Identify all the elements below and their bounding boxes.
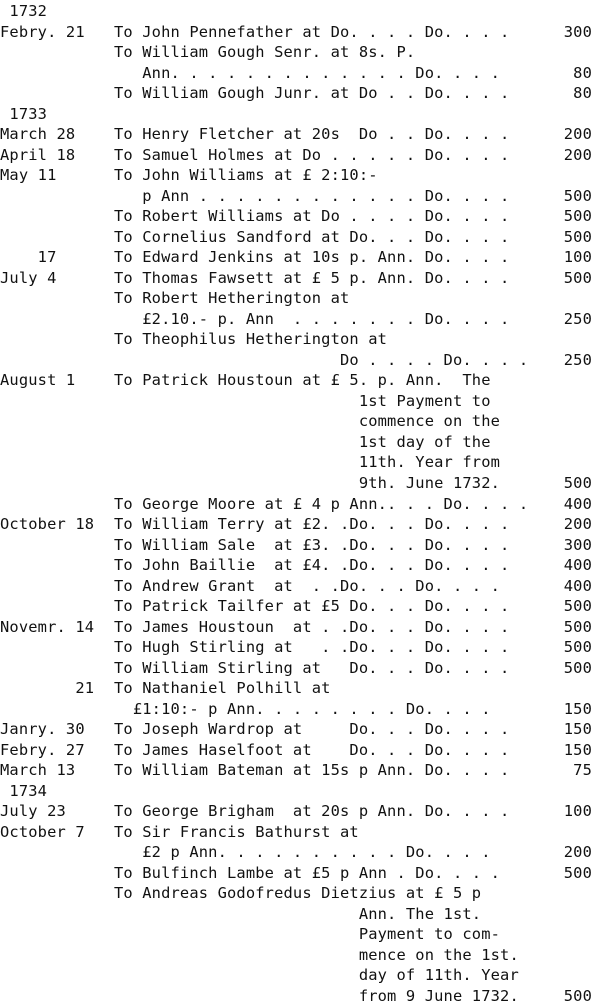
ledger-line — [0, 883, 593, 903]
entry-date: March 28 — [0, 125, 76, 144]
ledger-line — [0, 658, 593, 678]
entry-amount: 500 — [563, 597, 592, 616]
entry-text: p Ann . . . . . . . . . . . . Do. . . . — [114, 186, 510, 205]
ledger-line — [0, 145, 593, 165]
entry-text: £1:10:- p Ann. . . . . . . . Do. . . . — [114, 699, 491, 718]
ledger-line — [0, 1, 593, 21]
entry-amount: 500 — [563, 227, 592, 246]
entry-text: To Thomas Fawsett at £ 5 p. Ann. Do. . . . — [114, 268, 510, 287]
entry-date: 21 — [0, 679, 95, 698]
entry-amount: 100 — [563, 802, 592, 821]
ledger-line — [0, 945, 593, 965]
entry-text: £2.10.- p. Ann . . . . . . . Do. . . . — [114, 309, 510, 328]
entry-text: To James Haselfoot at Do. . . Do. . . . — [114, 740, 510, 759]
ledger-line — [0, 904, 593, 924]
entry-amount: 300 — [563, 535, 592, 554]
entry-text: Payment to com- — [114, 925, 501, 944]
ledger-line — [0, 535, 593, 555]
entry-text: from 9 June 1732. — [114, 987, 519, 1005]
entry-amount: 400 — [563, 556, 592, 575]
entry-date: 17 — [0, 248, 57, 267]
ledger-line — [0, 206, 593, 226]
entry-amount: 100 — [563, 248, 592, 267]
entry-text: To William Stirling at Do. . . Do. . . . — [114, 658, 510, 677]
ledger-line — [0, 617, 593, 637]
ledger-line — [0, 473, 593, 493]
entry-text: To Patrick Houstoun at £ 5. p. Ann. The — [114, 371, 491, 390]
entry-amount: 150 — [563, 740, 592, 759]
entry-amount: 500 — [563, 863, 592, 882]
entry-text: To Robert Williams at Do . . . . Do. . . . — [114, 207, 510, 226]
ledger-line — [0, 288, 593, 308]
entry-amount: 300 — [563, 22, 592, 41]
ledger-line — [0, 719, 593, 739]
ledger-line — [0, 699, 593, 719]
entry-text: mence on the 1st. — [114, 945, 519, 964]
ledger-line — [0, 637, 593, 657]
entry-text: To George Brigham at 20s p Ann. Do. . . . — [114, 802, 510, 821]
ledger-line — [0, 329, 593, 349]
entry-amount: 500 — [563, 638, 592, 657]
entry-text: To William Gough Senr. at 8s. P. — [114, 43, 416, 62]
entry-amount: 500 — [563, 658, 592, 677]
entry-date: July 23 — [0, 802, 66, 821]
ledger-line — [0, 411, 593, 431]
ledger-line — [0, 22, 593, 42]
ledger-line — [0, 596, 593, 616]
ledger-line — [0, 842, 593, 862]
entry-text: To Hugh Stirling at . .Do. . . Do. . . . — [114, 638, 510, 657]
entry-amount: 250 — [563, 350, 592, 369]
entry-amount: 400 — [563, 494, 592, 513]
ledger-line — [0, 740, 593, 760]
ledger-line — [0, 370, 593, 390]
entry-amount: 500 — [563, 987, 592, 1005]
ledger-line — [0, 309, 593, 329]
entry-text: To William Gough Junr. at Do . . Do. . . . — [114, 84, 510, 103]
entry-amount: 500 — [563, 473, 592, 492]
entry-date: August 1 — [0, 371, 76, 390]
entry-text: To James Houstoun at . .Do. . . Do. . . . — [114, 617, 510, 636]
entry-text: To John Pennefather at Do. . . . Do. . . . — [114, 22, 510, 41]
entry-text: To Nathaniel Polhill at — [114, 679, 331, 698]
entry-amount: 80 — [573, 84, 592, 103]
entry-text: To Andrew Grant at . .Do. . . Do. . . . — [114, 576, 501, 595]
entry-date: October 18 — [0, 515, 95, 534]
entry-date: October 7 — [0, 822, 85, 841]
ledger-line — [0, 781, 593, 801]
entry-text: To Joseph Wardrop at Do. . . Do. . . . — [114, 720, 510, 739]
ledger-line — [0, 83, 593, 103]
entry-amount: 150 — [563, 720, 592, 739]
entry-date: Novemr. 14 — [0, 617, 95, 636]
entry-text: Do . . . . Do. . . . — [114, 350, 529, 369]
entry-text: commence on the — [114, 412, 501, 431]
ledger-line — [0, 42, 593, 62]
entry-text: To John Williams at £ 2:10:- — [114, 166, 378, 185]
entry-text: To Bulfinch Lambe at £5 p Ann . Do. . . . — [114, 863, 501, 882]
entry-amount: 200 — [563, 125, 592, 144]
entry-text: 11th. Year from — [114, 453, 501, 472]
ledger-line — [0, 678, 593, 698]
ledger-line — [0, 350, 593, 370]
ledger-line — [0, 247, 593, 267]
entry-text: To William Terry at £2. .Do. . . Do. . . . — [114, 515, 510, 534]
entry-amount: 200 — [563, 145, 592, 164]
entry-amount: 150 — [563, 699, 592, 718]
entry-date: Febry. 27 — [0, 740, 85, 759]
entry-amount: 200 — [563, 515, 592, 534]
entry-date: Janry. 30 — [0, 720, 85, 739]
entry-amount: 400 — [563, 576, 592, 595]
entry-text: To Patrick Tailfer at £5 Do. . . Do. . . . — [114, 597, 510, 616]
entry-text: To Sir Francis Bathurst at — [114, 822, 359, 841]
entry-amount: 250 — [563, 309, 592, 328]
ledger-line — [0, 924, 593, 944]
entry-date: 1732 — [0, 2, 48, 20]
entry-text: day of 11th. Year — [114, 966, 519, 985]
entry-text: 1st Payment to — [114, 391, 491, 410]
entry-amount: 80 — [573, 63, 592, 82]
ledger-line — [0, 186, 593, 206]
entry-text: Ann. . . . . . . . . . . . . Do. . . . — [114, 63, 501, 82]
ledger-line — [0, 494, 593, 514]
entry-text: To Henry Fletcher at 20s Do . . Do. . . . — [114, 125, 510, 144]
entry-text: To William Sale at £3. .Do. . . Do. . . . — [114, 535, 510, 554]
entry-text: To William Bateman at 15s p Ann. Do. . . . — [114, 761, 510, 780]
entry-text: To John Baillie at £4. .Do. . . Do. . . . — [114, 556, 510, 575]
ledger-line — [0, 514, 593, 534]
entry-text: Ann. The 1st. — [114, 904, 482, 923]
ledger-line — [0, 63, 593, 83]
ledger-line — [0, 452, 593, 472]
entry-text: To Robert Hetherington at — [114, 289, 350, 308]
entry-date: July 4 — [0, 268, 57, 287]
ledger-line — [0, 227, 593, 247]
ledger-line — [0, 822, 593, 842]
entry-text: To Andreas Godofredus Dietzius at £ 5 p — [114, 884, 482, 903]
entry-text: To Samuel Holmes at Do . . . . . Do. . . . — [114, 145, 510, 164]
entry-date: May 11 — [0, 166, 57, 185]
entry-amount: 500 — [563, 186, 592, 205]
ledger-line — [0, 965, 593, 985]
entry-text: 9th. June 1732. — [114, 473, 501, 492]
entry-text: 1st day of the — [114, 432, 491, 451]
entry-date: 1733 — [0, 104, 48, 123]
entry-text: To Cornelius Sandford at Do. . . Do. . . . — [114, 227, 510, 246]
ledger-line — [0, 104, 593, 124]
ledger-line — [0, 576, 593, 596]
ledger-line — [0, 986, 593, 1006]
entry-text: £2 p Ann. . . . . . . . . . Do. . . . — [114, 843, 491, 862]
ledger-line — [0, 165, 593, 185]
entry-text: To Edward Jenkins at 10s p. Ann. Do. . . . — [114, 248, 510, 267]
entry-amount: 500 — [563, 617, 592, 636]
entry-amount: 500 — [563, 268, 592, 287]
entry-date: Febry. 21 — [0, 22, 85, 41]
ledger-line — [0, 555, 593, 575]
ledger-line — [0, 391, 593, 411]
ledger-line — [0, 801, 593, 821]
entry-date: March 13 — [0, 761, 76, 780]
entry-amount: 500 — [563, 207, 592, 226]
entry-text: To George Moore at £ 4 p Ann.. . . Do. . . . — [114, 494, 529, 513]
entry-date: April 18 — [0, 145, 76, 164]
entry-date: 1734 — [0, 781, 48, 800]
entry-amount: 200 — [563, 843, 592, 862]
entry-amount: 75 — [573, 761, 592, 780]
ledger-line — [0, 760, 593, 780]
ledger-line — [0, 268, 593, 288]
ledger-line — [0, 124, 593, 144]
entry-text: To Theophilus Hetherington at — [114, 330, 388, 349]
ledger-line — [0, 432, 593, 452]
ledger-line — [0, 863, 593, 883]
